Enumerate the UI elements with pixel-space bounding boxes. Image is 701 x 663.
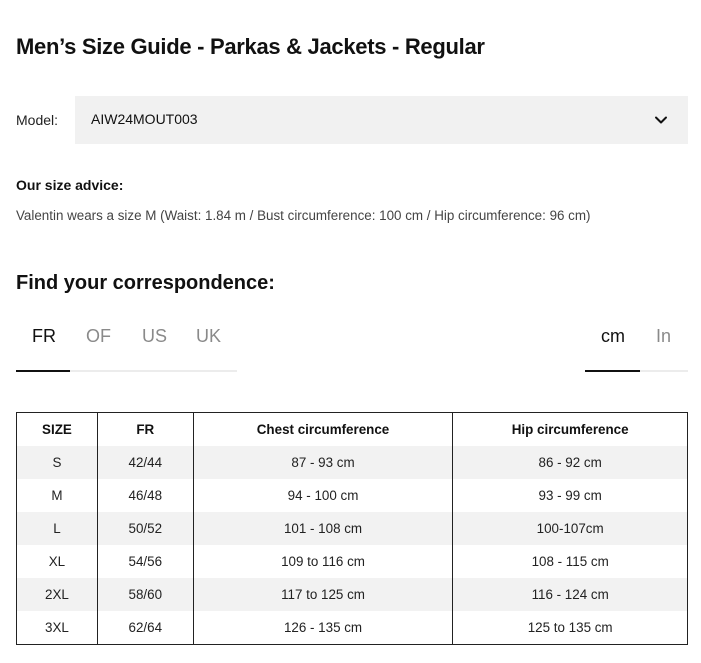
page-title: Men’s Size Guide - Parkas & Jackets - Regular <box>16 34 485 59</box>
size-advice-title: Our size advice: <box>16 177 124 193</box>
tab-cm[interactable]: cm <box>601 326 625 346</box>
tab-of[interactable]: OF <box>86 326 111 346</box>
cell-chest: 126 - 135 cm <box>193 611 453 645</box>
table-row <box>17 512 688 545</box>
cell-chest: 94 - 100 cm <box>193 479 453 512</box>
table-row <box>17 479 688 512</box>
cell-hip: 93 - 99 cm <box>453 479 688 512</box>
header-fr: FR <box>97 413 193 447</box>
size-advice-text: Valentin wears a size M (Waist: 1.84 m / Bust circumference: 100 cm / Hip circumference: 96 cm) <box>16 208 591 223</box>
cell-chest: 101 - 108 cm <box>193 512 453 545</box>
table-row <box>17 545 688 578</box>
cell-hip: 116 - 124 cm <box>453 578 688 611</box>
correspondence-title: Find your correspondence: <box>16 272 275 294</box>
cell-hip: 125 to 135 cm <box>453 611 688 645</box>
table-row <box>17 446 688 479</box>
table-row <box>17 578 688 611</box>
cell-fr: 54/56 <box>97 545 193 578</box>
active-tab-indicator <box>16 370 70 372</box>
model-label: Model: <box>16 112 59 128</box>
active-unit-indicator <box>585 370 640 372</box>
cell-size: 3XL <box>17 611 98 645</box>
cell-chest: 117 to 125 cm <box>193 578 453 611</box>
cell-fr: 50/52 <box>97 512 193 545</box>
cell-hip: 108 - 115 cm <box>453 545 688 578</box>
cell-fr: 62/64 <box>97 611 193 645</box>
cell-size: XL <box>17 545 98 578</box>
cell-chest: 109 to 116 cm <box>193 545 453 578</box>
cell-chest: 87 - 93 cm <box>193 446 453 479</box>
chevron-down-icon <box>654 113 668 127</box>
table-header-row <box>17 413 688 447</box>
size-table <box>16 412 688 645</box>
tab-uk[interactable]: UK <box>196 326 222 346</box>
cell-fr: 46/48 <box>97 479 193 512</box>
model-select-value: AIW24MOUT003 <box>91 111 198 127</box>
table-row <box>17 611 688 645</box>
header-size: SIZE <box>17 413 98 447</box>
unit-tabs <box>585 318 688 372</box>
cell-fr: 58/60 <box>97 578 193 611</box>
cell-fr: 42/44 <box>97 446 193 479</box>
header-chest: Chest circumference <box>193 413 453 447</box>
header-hip: Hip circumference <box>453 413 688 447</box>
tab-us[interactable]: US <box>142 326 168 346</box>
cell-hip: 100-107cm <box>453 512 688 545</box>
cell-size: L <box>17 512 98 545</box>
tab-fr[interactable]: FR <box>32 326 56 346</box>
tab-in[interactable]: In <box>656 326 672 346</box>
cell-hip: 86 - 92 cm <box>453 446 688 479</box>
size-system-tabs <box>16 318 237 372</box>
cell-size: M <box>17 479 98 512</box>
model-select[interactable] <box>75 96 688 144</box>
cell-size: S <box>17 446 98 479</box>
cell-size: 2XL <box>17 578 98 611</box>
